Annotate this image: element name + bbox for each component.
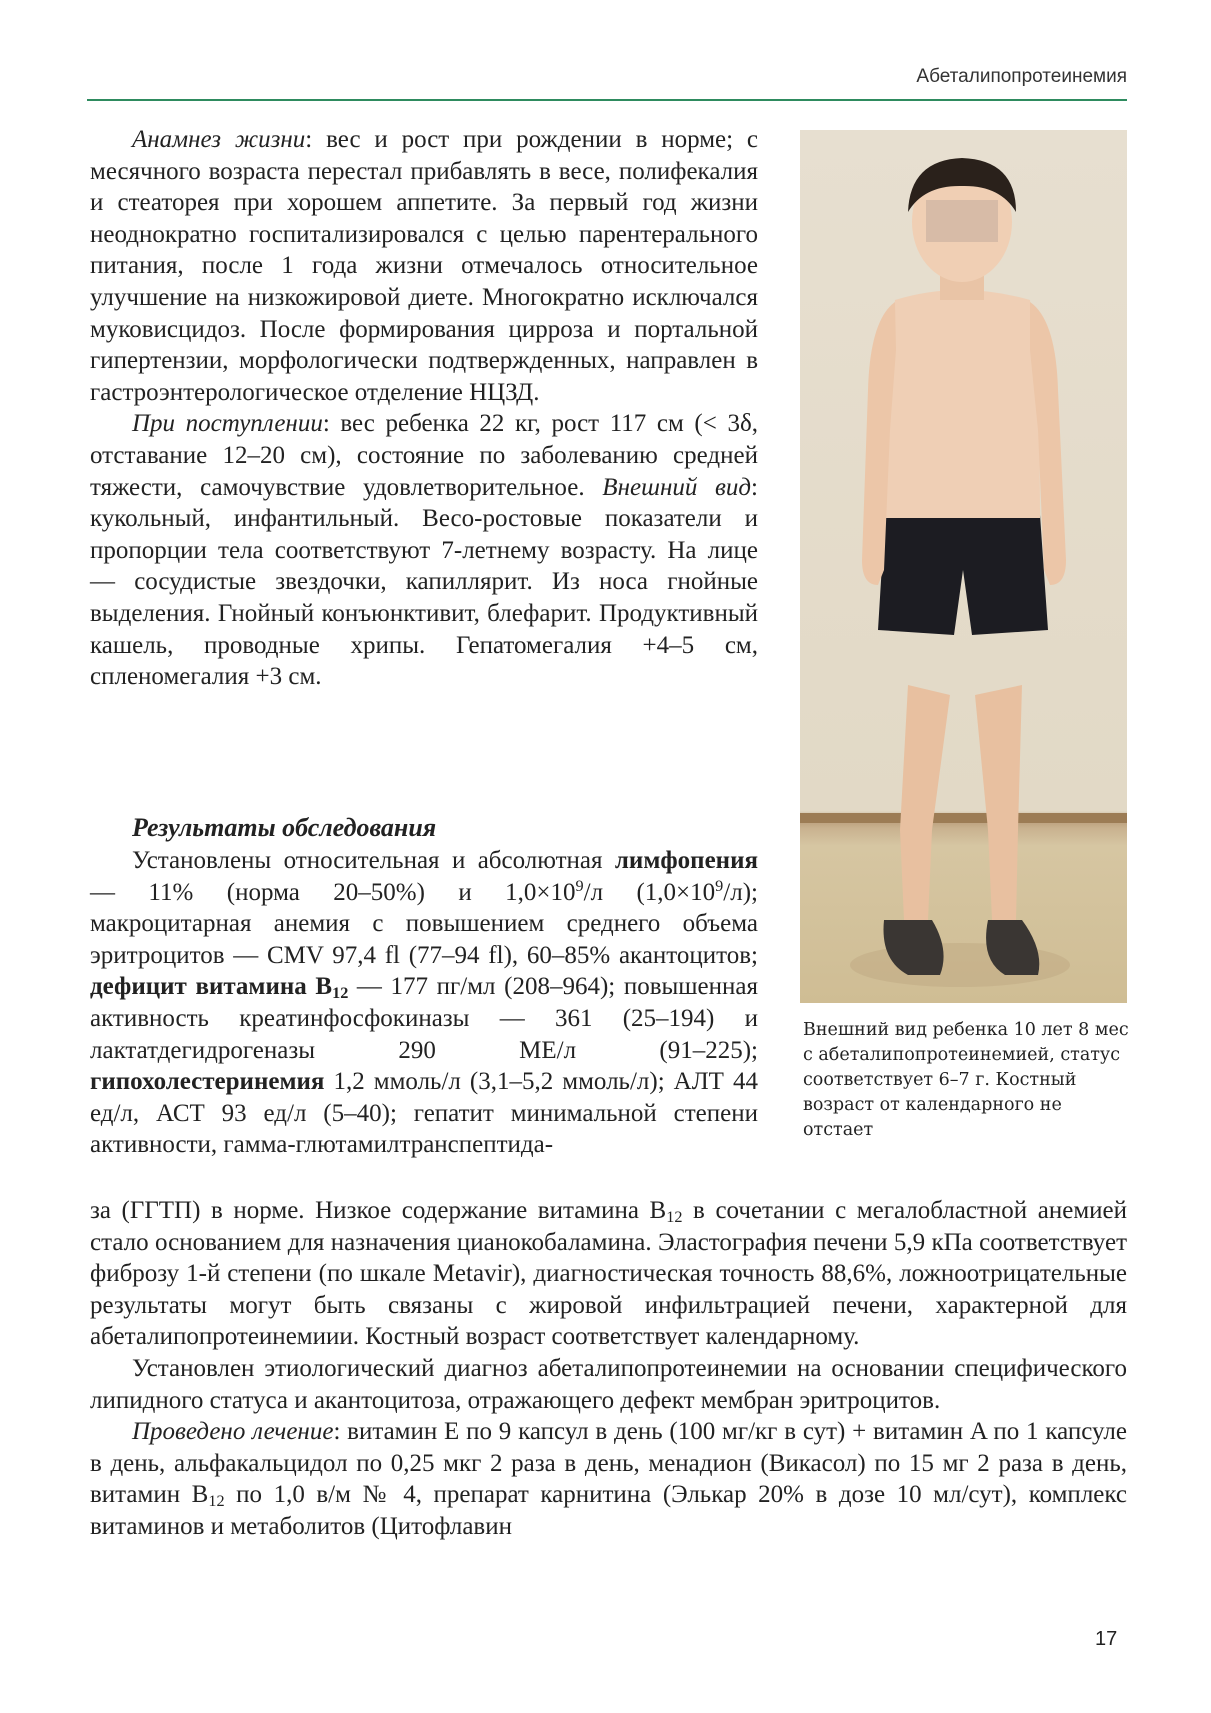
anamnesis-text: : вес и рост при рождении в норме; с месячного возраста перестал прибавлять в весе, полифекалия и стеаторея при хорошем аппетите. За первый год жизни неоднократно госпитализировался с целью парентерального питания, после 1 года жизни отмечалось относительное улучшение на низкожировой диете. Многократно исключался муковисцидоз. После формирования цирроза и портальной гипертензии, морфологически подтвержденных, направлен в гастроэнтерологическое отделение НЦЗД. bbox=[90, 126, 758, 406]
results-text-6: 1,2 ммоль/л (3,1–5,2 ммоль/л); АЛТ 44 ед/л, АСТ 93 ед/л (5–40); гепатит минимальной степени активности, гамма-глютамилтранспептида- bbox=[90, 1068, 758, 1159]
results-text-3: /л (1,0×10 bbox=[583, 878, 716, 906]
subscript: 12 bbox=[332, 984, 349, 1003]
subscript: 12 bbox=[208, 1492, 225, 1511]
paragraph-admission bbox=[90, 408, 758, 692]
subscript: 12 bbox=[666, 1208, 683, 1227]
continuation-text-b: в сочетании с мегалобластной анемией стало основанием для назначения цианокобаламина. Эластография печени 5,9 кПа соответствует фиброзу 1-й степени (по шкале Metavir), диагностическая точность 88,6%, ложноотрицательные результаты могут быть связаны с жировой инфильтрацией печени, характерной для абеталипопротеинемиии. Костный возраст соответствует календарному. bbox=[90, 1197, 1128, 1351]
results-text-4: /л); макроцитарная анемия с повышением среднего объема эритроцитов — CMV 97,4 fl (77–94 fl), 60–85% акантоцитов; bbox=[90, 878, 758, 969]
paragraph-anamnesis bbox=[90, 124, 758, 408]
continuation-text-a: за (ГГТП) в норме. Низкое содержание витамина B bbox=[90, 1197, 667, 1224]
patient-figure-illustration bbox=[800, 130, 1127, 1003]
paragraph-results bbox=[90, 845, 758, 1161]
patient-photo bbox=[800, 130, 1127, 1003]
results-text-2: — 11% (норма 20–50%) и 1,0×10 bbox=[90, 878, 576, 906]
term-b12-text: дефицит витамина B bbox=[90, 973, 333, 1001]
photo-caption: Внешний вид ребенка 10 лет 8 мес с абеталипопротеинемией, статус соответствует 6–7 г. Костный возраст от календарного не отстает bbox=[803, 1020, 1129, 1140]
results-block bbox=[90, 845, 758, 1161]
label-appearance: Внешний вид bbox=[602, 473, 752, 501]
paragraph-continuation bbox=[90, 1195, 1127, 1353]
label-anamnesis: Анамнез жизни bbox=[132, 126, 306, 153]
label-treatment: Проведено лечение bbox=[132, 1418, 334, 1446]
term-hypocholesterolemia: гипохолестеринемия bbox=[90, 1068, 325, 1096]
term-lymphopenia: лимфопения bbox=[614, 847, 758, 874]
upper-text-block bbox=[90, 124, 758, 693]
paragraph-diagnosis: Установлен этиологический диагноз абеталипопротеинемии на основании специфического липидного статуса и акантоцитоза, отражающего дефект мембран эритроцитов. bbox=[90, 1354, 1127, 1414]
superscript: 9 bbox=[575, 876, 584, 895]
paragraph-treatment bbox=[90, 1416, 1127, 1542]
running-head: Абеталипопротеинемия bbox=[916, 66, 1127, 87]
treatment-text-b: по 1,0 в/м № 4, препарат карнитина (Элькар 20% в дозе 10 мл/сут), комплекс витаминов и метаболитов (Цитофлавин bbox=[90, 1481, 1128, 1540]
section-title-results: Результаты обследования bbox=[132, 813, 437, 842]
results-text-5: — 177 пг/мл (208–964); повышенная активность креатинфосфокиназы — 361 (25–194) и лактатдегидрогеназы 290 МЕ/л (91–225); bbox=[90, 973, 758, 1064]
lower-text-block bbox=[90, 1195, 1127, 1543]
admission-text-b: : кукольный, инфантильный. Весо-ростовые показатели и пропорции тела соответствуют 7-летнему возрасту. На лице — сосудистые звездочки, капиллярит. Из носа гнойные выделения. Гнойный конъюнктивит, блефарит. Продуктивный кашель, проводные хрипы. Гепатомегалия +4–5 см, спленомегалия +3 см. bbox=[90, 473, 758, 691]
treatment-text-a: : витамин E по 9 капсул в день (100 мг/кг в сут) + витамин A по 1 капсуле в день, альфакальцидол по 0,25 мкг 2 раза в день, менадион (Викасол) по 15 мг 2 раза в день, витамин B bbox=[90, 1418, 1127, 1509]
page-number: 17 bbox=[1095, 1628, 1118, 1650]
term-b12-deficiency bbox=[90, 973, 349, 1003]
admission-text-a: : вес ребенка 22 кг, рост 117 см (< 3δ, отставание 12–20 см), состояние по заболеванию средней тяжести, самочувствие удовлетворительное. bbox=[90, 410, 759, 501]
results-text-1: Установлены относительная и абсолютная bbox=[132, 847, 615, 874]
label-admission: При поступлении bbox=[132, 410, 323, 438]
superscript: 9 bbox=[715, 876, 724, 895]
header-rule bbox=[87, 99, 1127, 101]
